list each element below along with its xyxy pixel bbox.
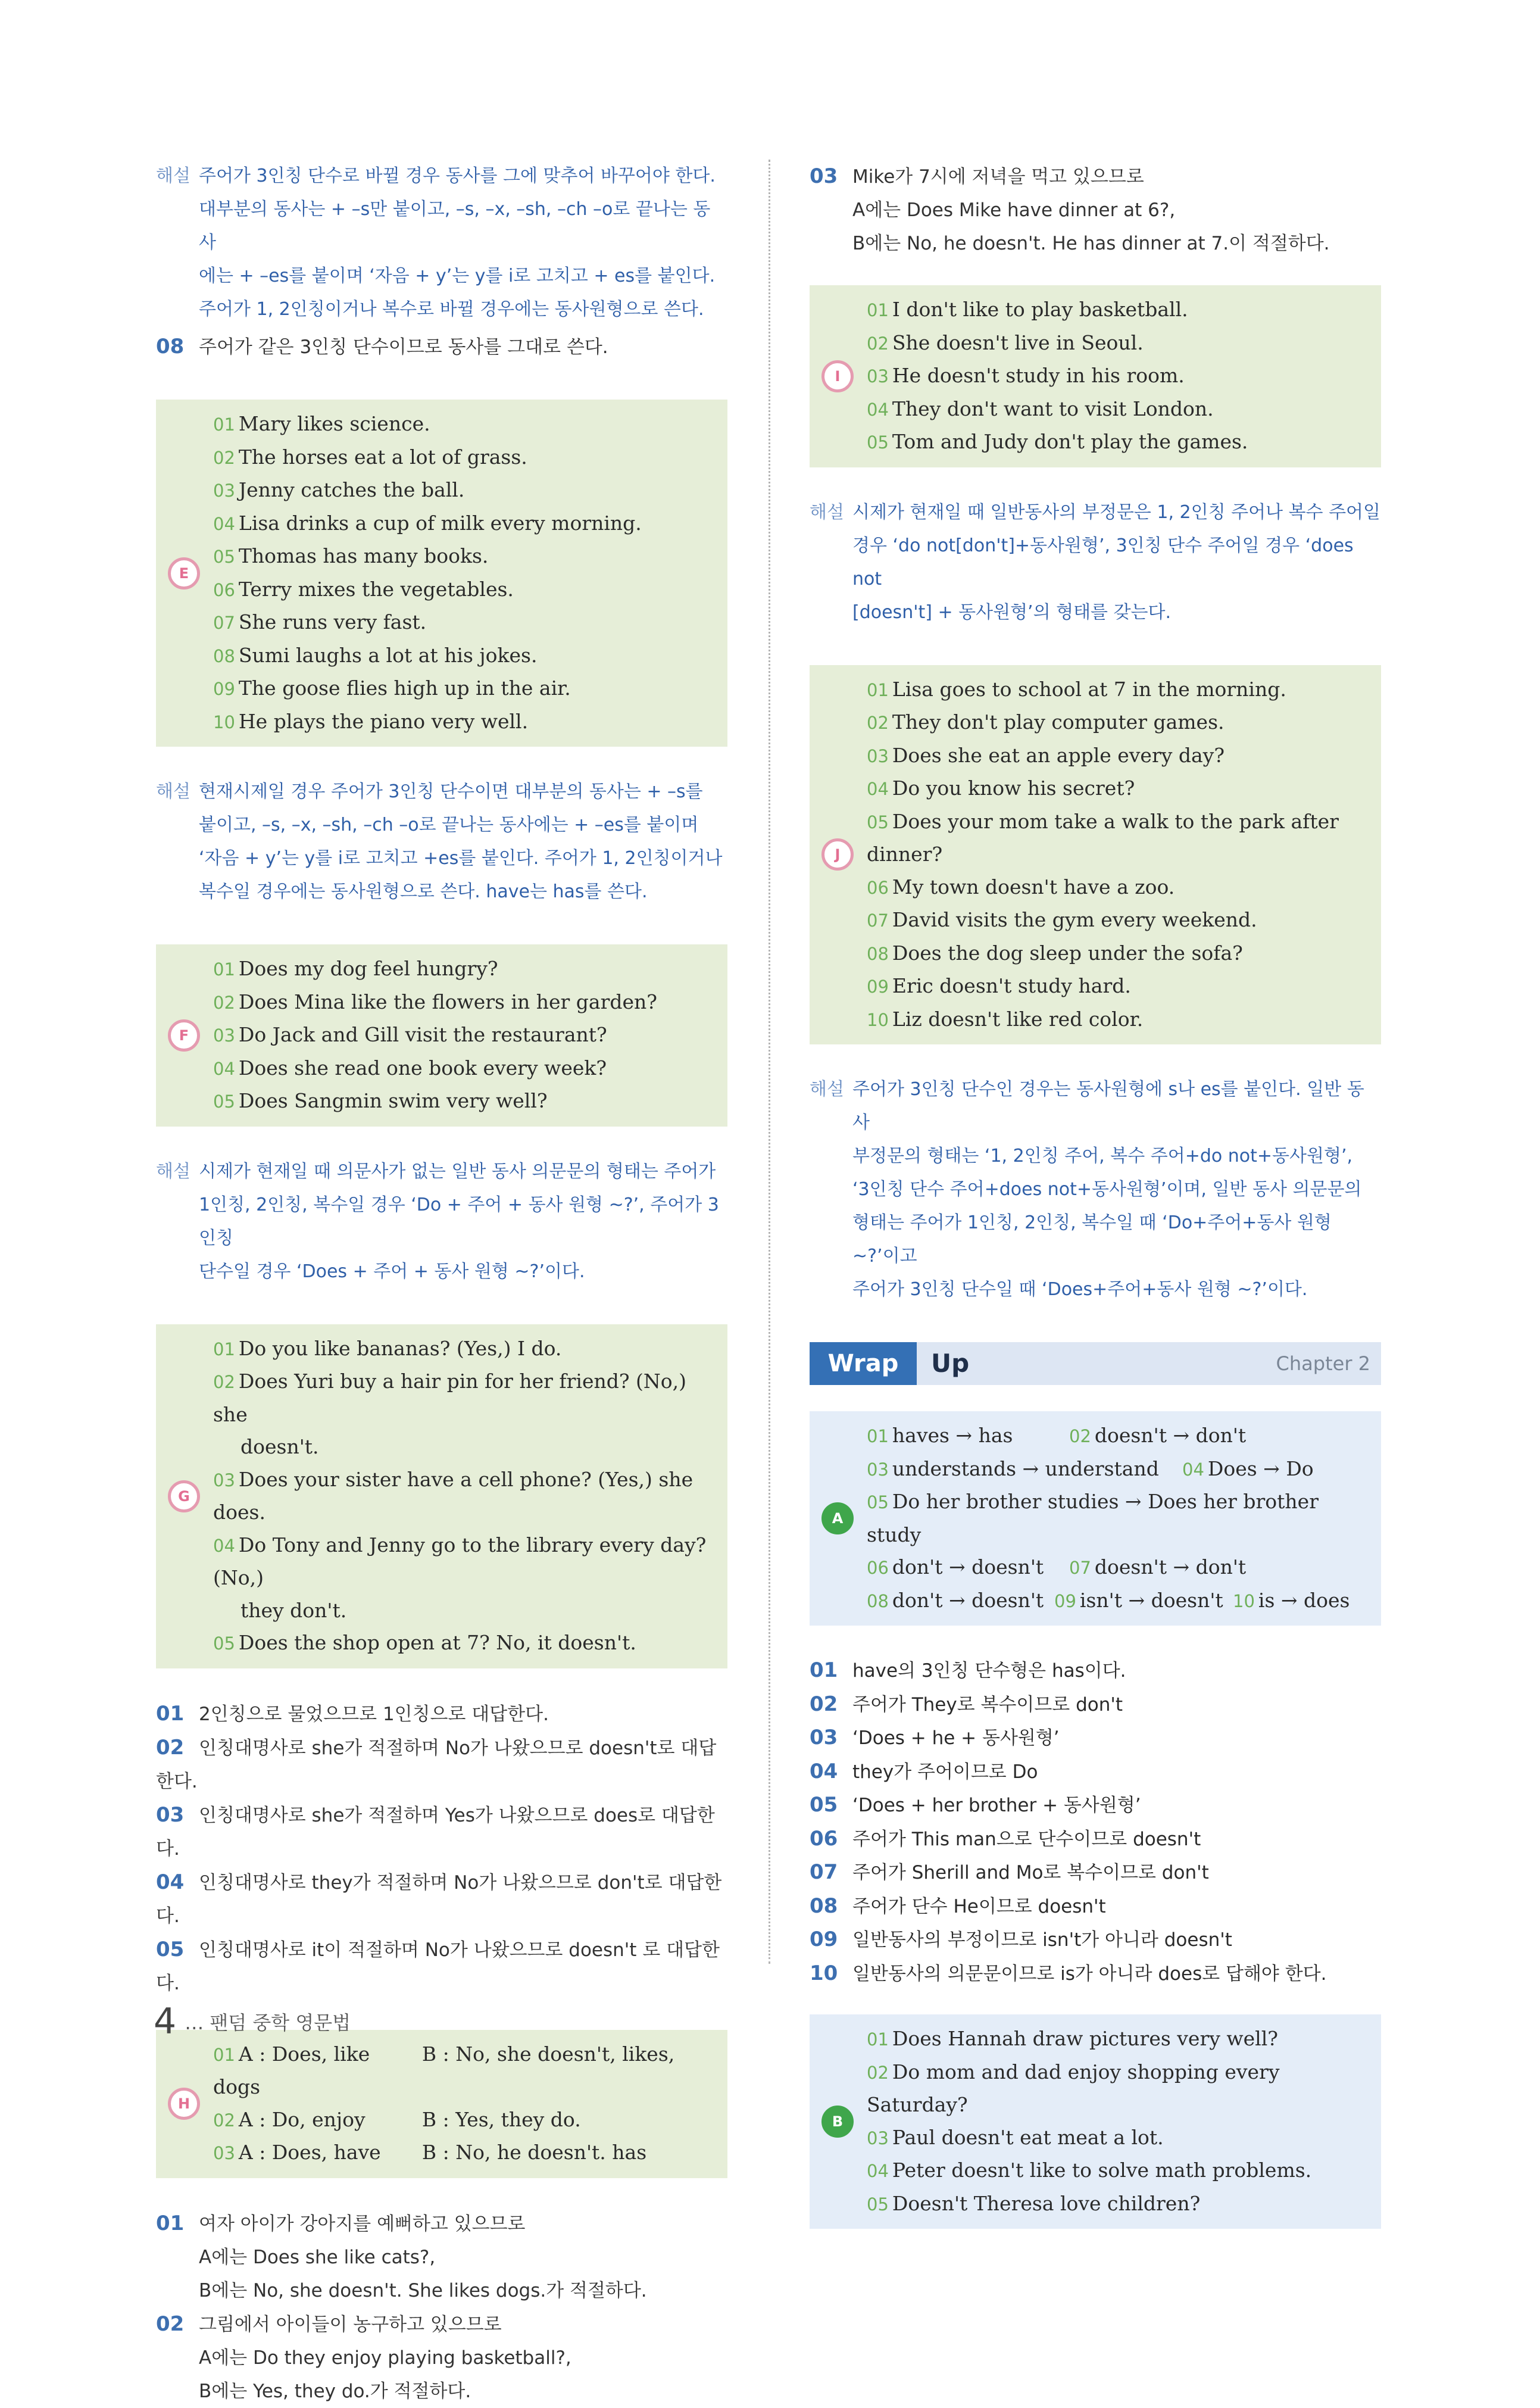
answer-item (867, 970, 1369, 1003)
explanation-line: [doesn't] + 동사원형’의 형태를 갖는다. (852, 601, 1172, 623)
explanation-i (810, 496, 1381, 629)
answer-item (867, 360, 1369, 393)
item-number: 07 (213, 613, 235, 633)
item-number: 07 (1069, 1558, 1091, 1578)
item-text: Paul doesn't eat meat a lot. (892, 2125, 1164, 2149)
answer-item (213, 507, 716, 541)
section-badge-f: F (168, 1019, 200, 1052)
note-number: 01 (156, 2211, 185, 2235)
answer-box-e (156, 400, 727, 747)
answer-item (867, 937, 1369, 971)
explanation-line: 1인칭, 2인칭, 복수일 경우 ‘Do + 주어 + 동사 원형 ~?’, 주어가 3인칭 (199, 1194, 719, 1249)
answer-row (867, 1486, 1369, 1551)
explanation-tag: 해설 (156, 166, 190, 186)
explanation-e (156, 775, 727, 909)
answer-box-i (810, 285, 1381, 467)
solution-note (156, 330, 727, 364)
item-number: 04 (867, 399, 889, 420)
item-continuation: doesn't. (240, 1435, 319, 1458)
explanation-line: 단수일 경우 ‘Does + 주어 + 동사 원형 ~?’이다. (199, 1261, 585, 1282)
explanation-line: 에는 + –es를 붙이며 ‘자음 + y’는 y를 i로 고치고 + es를 붙인다. (199, 266, 716, 286)
answer-item (213, 1365, 716, 1431)
note-number: 04 (156, 1870, 185, 1894)
note-text: ‘Does + her brother + 동사원형’ (852, 1795, 1141, 1816)
item-number: 06 (867, 877, 889, 898)
section-badge-i: I (821, 360, 854, 392)
item-text: Does Sangmin swim very well? (238, 1089, 548, 1112)
note-number: 04 (810, 1759, 838, 1783)
item-number: 10 (867, 1009, 889, 1030)
answer-item (213, 672, 716, 706)
left-column (156, 160, 727, 2408)
item-text: doesn't → don't (1094, 1424, 1247, 1447)
answer-item (213, 986, 716, 1019)
item-text: Do mom and dad enjoy shopping every Saturday? (867, 2060, 1280, 2116)
answer-item (867, 871, 1369, 904)
answer-item (213, 1627, 716, 1660)
note-text: 인칭대명사로 they가 적절하며 No가 나왔으므로 don't로 대답한다. (156, 1871, 722, 1927)
answer-box-j (810, 665, 1381, 1045)
explanation-line: 주어가 3인칭 단수일 때 ‘Does+주어+동사 원형 ~?’이다. (852, 1279, 1308, 1300)
answer-item (213, 1052, 716, 1086)
note-text: ‘Does + he + 동사원형’ (852, 1727, 1060, 1749)
item-number: 09 (1054, 1590, 1076, 1611)
note-text: B에는 No, she doesn't. She likes dogs.가 적절하다. (199, 2279, 647, 2301)
answer-box-g (156, 1324, 727, 1668)
item-text: Do her brother studies → Does her brother study (867, 1490, 1319, 1546)
item-text: Does Mina like the flowers in her garden? (238, 990, 657, 1013)
item-number: 05 (867, 432, 889, 453)
note-text: A에는 Does she like cats?, (199, 2246, 436, 2268)
item-text: Does Hannah draw pictures very well? (892, 2027, 1278, 2050)
note-text: 그림에서 아이들이 농구하고 있으므로 (199, 2313, 502, 2335)
item-number: 02 (213, 2110, 235, 2131)
answer-item (213, 573, 716, 607)
up-label: Up (931, 1349, 970, 1378)
dialog-row (213, 2104, 716, 2137)
item-number: 04 (213, 1058, 235, 1079)
item-number: 06 (867, 1558, 889, 1578)
item-text: Do Tony and Jenny go to the library every day? (No,) (213, 1533, 707, 1589)
column-divider (769, 160, 770, 1964)
note-number: 02 (156, 2312, 185, 2336)
item-number: 03 (213, 2143, 235, 2163)
note-number: 08 (156, 335, 185, 358)
note-number: 10 (810, 1961, 838, 1985)
item-text: understands → understand (892, 1456, 1159, 1480)
item-text: Does my dog feel hungry? (238, 957, 498, 980)
explanation-line: ‘3인칭 단수 주어+does not+동사원형’이며, 일반 동사 의문문의 (852, 1179, 1362, 1200)
explanation-line: ‘자음 + y’는 y를 i로 고치고 +es를 붙인다. 주어가 1, 2인칭이거나 (199, 848, 723, 869)
note-number: 03 (156, 1802, 185, 1827)
section-badge-b: B (821, 2106, 854, 2138)
note-number: 05 (810, 1793, 838, 1817)
item-number: 05 (867, 812, 889, 832)
item-text: Terry mixes the vegetables. (238, 577, 514, 601)
explanation-f (156, 1155, 727, 1289)
answer-item (213, 640, 716, 673)
answer-item (213, 1333, 716, 1366)
item-text: Thomas has many books. (238, 544, 489, 567)
item-number: 10 (1233, 1590, 1255, 1611)
item-text: Does → Do (1207, 1456, 1314, 1480)
note-number: 01 (156, 1701, 185, 1726)
explanation-line: 형태는 주어가 1인칭, 2인칭, 복수일 때 ‘Do+주어+동사 원형 ~?’이고 (852, 1212, 1332, 1267)
note-03 (810, 160, 1381, 260)
item-text: Doesn't Theresa love children? (892, 2191, 1201, 2215)
note-text: 인칭대명사로 it이 적절하며 No가 나왔으므로 doesn't 로 대답한다. (156, 1939, 720, 1994)
item-number: 03 (867, 1459, 889, 1480)
answer-box-a (810, 1411, 1381, 1626)
note-text: B에는 No, he doesn't. He has dinner at 7.이 적절하다. (852, 233, 1330, 254)
item-continuation: they don't. (240, 1598, 347, 1622)
item-number: 08 (213, 645, 235, 666)
item-number: 02 (867, 2062, 889, 2083)
note-text: 주어가 같은 3인칭 단수이므로 동사를 그대로 쓴다. (199, 336, 608, 358)
dialog-a: A : Do, enjoy (238, 2107, 366, 2131)
item-number: 10 (213, 712, 235, 732)
item-text: They don't play computer games. (892, 710, 1224, 734)
explanation-line: 현재시제일 경우 주어가 3인칭 단수이면 대부분의 동사는 + –s를 (199, 781, 703, 802)
answer-item (867, 673, 1369, 707)
item-number: 01 (213, 414, 235, 435)
note-text: 주어가 Sherill and Mo로 복수이므로 don't (852, 1862, 1209, 1883)
item-number: 02 (867, 333, 889, 354)
item-text: Lisa drinks a cup of milk every morning. (238, 511, 642, 535)
item-text: Does she read one book every week? (238, 1056, 607, 1080)
note-text: they가 주어이므로 Do (852, 1761, 1038, 1783)
note-number: 06 (810, 1826, 838, 1851)
item-number: 01 (213, 959, 235, 980)
answer-item (213, 706, 716, 739)
item-text: isn't → doesn't (1079, 1588, 1223, 1612)
note-number: 05 (156, 1937, 185, 1961)
item-number: 03 (867, 2128, 889, 2148)
answer-row (867, 1453, 1369, 1486)
item-text: Jenny catches the ball. (238, 478, 465, 501)
note-number: 03 (810, 164, 838, 188)
explanation-line: 경우 ‘do not[don't]+동사원형’, 3인칭 단수 주어일 경우 ‘does not (852, 535, 1354, 589)
item-text: don't → doesn't (892, 1588, 1044, 1612)
note-text: 여자 아이가 강아지를 예뻐하고 있으므로 (199, 2213, 526, 2235)
answer-item (867, 294, 1369, 327)
answer-item (213, 540, 716, 573)
item-number: 02 (213, 992, 235, 1013)
answer-item (867, 2056, 1369, 2122)
item-number: 04 (867, 2161, 889, 2181)
item-text: She doesn't live in Seoul. (892, 330, 1144, 354)
explanation-line: 부정문의 형태는 ‘1, 2인칭 주어, 복수 주어+do not+동사원형’, (852, 1146, 1353, 1166)
answer-item (867, 327, 1369, 360)
item-number: 03 (213, 481, 235, 501)
item-text: Peter doesn't like to solve math problems. (892, 2159, 1312, 2182)
item-text: Do you know his secret? (892, 776, 1135, 800)
note-text: have의 3인칭 단수형은 has이다. (852, 1660, 1126, 1682)
item-text: don't → doesn't (892, 1555, 1044, 1579)
item-number: 04 (867, 779, 889, 799)
right-column (810, 160, 1381, 2257)
item-number: 05 (213, 547, 235, 567)
item-text: doesn't → don't (1094, 1555, 1247, 1579)
explanation-line: 대부분의 동사는 + –s만 붙이고, –s, –x, –sh, –ch –o로 끝나는 동사 (199, 199, 711, 253)
explanation-line: 시제가 현재일 때 일반동사의 부정문은 1, 2인칭 주어나 복수 주어일 (852, 501, 1381, 523)
note-text: A에는 Do they enjoy playing basketball?, (199, 2347, 571, 2369)
explanation-line: 주어가 3인칭 단수로 바뀔 경우 동사를 그에 맞추어 바꾸어야 한다. (199, 166, 716, 186)
item-number: 08 (867, 943, 889, 964)
answer-item (213, 953, 716, 986)
answer-item (213, 474, 716, 507)
item-text: Does your mom take a walk to the park after dinner? (867, 809, 1339, 866)
note-number: 01 (810, 1658, 838, 1682)
item-text: Eric doesn't study hard. (892, 974, 1131, 997)
answer-box-b (810, 2014, 1381, 2229)
note-text: 주어가 They로 복수이므로 don't (852, 1693, 1123, 1715)
item-text: Does Yuri buy a hair pin for her friend? (No,) she (213, 1370, 687, 1426)
item-number: 01 (867, 679, 889, 700)
chapter-label: Chapter 2 (1276, 1352, 1370, 1375)
explanation-line: 주어가 3인칭 단수인 경우는 동사원형에 s나 es를 붙인다. 일반 동사 (852, 1079, 1364, 1133)
section-badge-a: A (821, 1502, 854, 1534)
answer-item (213, 441, 716, 475)
answer-item (867, 2122, 1369, 2155)
item-text: Do Jack and Gill visit the restaurant? (238, 1023, 607, 1046)
item-number: 09 (213, 679, 235, 699)
notes-g (156, 1697, 727, 2000)
item-number: 04 (1182, 1459, 1204, 1480)
item-text: Lisa goes to school at 7 in the morning. (892, 677, 1286, 701)
note-number: 08 (810, 1894, 838, 1918)
answer-item (867, 904, 1369, 937)
dialog-a: A : Does, have (238, 2141, 381, 2164)
dialog-row (213, 2136, 716, 2170)
note-text: 2인칭으로 물었으므로 1인칭으로 대답한다. (199, 1703, 549, 1725)
section-badge-e: E (168, 557, 200, 589)
answer-item (867, 706, 1369, 740)
explanation-j (810, 1073, 1381, 1306)
item-text: He doesn't study in his room. (892, 364, 1185, 387)
note-text: Mike가 7시에 저녁을 먹고 있으므로 (852, 166, 1144, 188)
item-number: 01 (213, 2044, 235, 2065)
answer-item (213, 1019, 716, 1052)
answer-row (867, 1584, 1369, 1618)
explanation-tag: 해설 (810, 1079, 844, 1100)
answer-item (867, 1003, 1369, 1037)
note-text: 인칭대명사로 she가 적절하며 No가 나왔으므로 doesn't로 대답한다. (156, 1737, 717, 1792)
item-text: She runs very fast. (238, 610, 427, 634)
item-number: 05 (867, 1492, 889, 1512)
item-number: 01 (867, 1426, 889, 1446)
answer-item (867, 2023, 1369, 2056)
item-text: haves → has (892, 1424, 1013, 1447)
item-text: Does the shop open at 7? No, it doesn't. (238, 1631, 636, 1654)
answer-item (213, 1085, 716, 1118)
section-badge-h: H (168, 2088, 200, 2120)
item-text: Does she eat an apple every day? (892, 743, 1225, 767)
note-text: A에는 Does Mike have dinner at 6?, (852, 199, 1176, 221)
item-text: Tom and Judy don't play the games. (892, 430, 1248, 453)
note-number: 02 (156, 1735, 185, 1760)
note-text: 주어가 단수 He이므로 doesn't (852, 1895, 1106, 1917)
item-text: Liz doesn't like red color. (892, 1007, 1144, 1031)
item-text: is → does (1258, 1588, 1350, 1612)
item-number: 04 (213, 513, 235, 534)
item-number: 03 (213, 1470, 235, 1490)
item-number: 07 (867, 910, 889, 931)
item-number: 04 (213, 1535, 235, 1556)
item-text: Mary likes science. (238, 412, 430, 435)
explanation-tag: 해설 (810, 501, 844, 523)
note-text: 일반동사의 의문문이므로 is가 아니라 does로 답해야 한다. (852, 1963, 1327, 1985)
answer-item (867, 2154, 1369, 2188)
item-text: Does the dog sleep under the sofa? (892, 941, 1243, 965)
item-number: 05 (867, 2194, 889, 2214)
answer-box-f (156, 944, 727, 1127)
dialog-b: B : No, she doesn't, likes, dogs (213, 2042, 675, 2098)
item-number: 03 (213, 1025, 235, 1046)
item-number: 01 (867, 300, 889, 320)
note-number: 03 (810, 1726, 838, 1749)
item-number: 06 (213, 579, 235, 600)
explanation-line: 시제가 현재일 때 의문사가 없는 일반 동사 의문문의 형태는 주어가 (199, 1161, 716, 1182)
answer-item (867, 393, 1369, 426)
item-text: They don't want to visit London. (892, 397, 1214, 420)
item-number: 01 (867, 2029, 889, 2050)
answer-item (213, 606, 716, 640)
item-number: 05 (213, 1633, 235, 1654)
wrap-up-header (810, 1342, 1381, 1385)
item-number: 09 (867, 977, 889, 997)
answer-row (867, 1551, 1369, 1584)
answer-item (867, 806, 1369, 871)
item-text: The goose flies high up in the air. (238, 676, 571, 700)
dialog-b: B : No, he doesn't. has (421, 2141, 647, 2164)
item-number: 03 (867, 746, 889, 766)
answer-item (867, 740, 1369, 773)
answer-row (867, 1420, 1369, 1453)
item-text: Does your sister have a cell phone? (Yes,) she does. (213, 1467, 694, 1524)
answer-item (867, 2188, 1369, 2221)
note-text: B에는 Yes, they do.가 적절하다. (199, 2380, 471, 2402)
item-text: I don't like to play basketball. (892, 298, 1188, 321)
answer-item (867, 426, 1369, 459)
item-number: 02 (213, 1372, 235, 1392)
page-number: 4 (154, 2001, 177, 2042)
note-number: 09 (810, 1927, 838, 1951)
note-number: 07 (810, 1860, 838, 1884)
item-number: 03 (867, 366, 889, 386)
item-number: 02 (1069, 1426, 1091, 1446)
note-number: 02 (810, 1692, 838, 1716)
dialog-row (213, 2038, 716, 2104)
explanation-line: 복수일 경우에는 동사원형으로 쓴다. have는 has를 쓴다. (199, 881, 648, 902)
page-footer (154, 2001, 351, 2042)
answer-item (213, 408, 716, 441)
item-number: 02 (867, 713, 889, 733)
item-text: David visits the gym every weekend. (892, 908, 1257, 931)
item-text: He plays the piano very well. (238, 709, 529, 733)
dialog-a: A : Does, like (238, 2042, 370, 2066)
notes-h (156, 2207, 727, 2408)
item-text: Do you like bananas? (Yes,) I do. (238, 1336, 562, 1360)
wrap-label: Wrap (810, 1342, 917, 1385)
explanation-tag: 해설 (156, 781, 190, 802)
answer-item (213, 1464, 716, 1529)
explanation-line: 붙이고, –s, –x, –sh, –ch –o로 끝나는 동사에는 + –es를 붙이며 (199, 815, 699, 835)
item-number: 01 (213, 1339, 235, 1359)
note-text: 주어가 This man으로 단수이므로 doesn't (852, 1828, 1201, 1850)
explanation-tag: 해설 (156, 1161, 190, 1182)
note-text: 일반동사의 부정이므로 isn't가 아니라 doesn't (852, 1929, 1232, 1951)
note-text: 인칭대명사로 she가 적절하며 Yes가 나왔으므로 does로 대답한다. (156, 1804, 715, 1860)
explanation-top (156, 160, 727, 326)
item-text: The horses eat a lot of grass. (238, 445, 527, 469)
explanation-line: 주어가 1, 2인칭이거나 복수로 바뀔 경우에는 동사원형으로 쓴다. (199, 299, 704, 320)
item-number: 02 (213, 447, 235, 468)
section-badge-g: G (168, 1480, 200, 1512)
answer-item (867, 772, 1369, 806)
item-number: 05 (213, 1091, 235, 1112)
item-text: Sumi laughs a lot at his jokes. (238, 643, 538, 667)
dialog-b: B : Yes, they do. (421, 2107, 581, 2131)
answer-box-h (156, 2030, 727, 2178)
item-text: My town doesn't have a zoo. (892, 875, 1175, 899)
book-title: … 팬덤 중학 영문법 (185, 2011, 351, 2034)
section-badge-j: J (821, 838, 854, 871)
answer-item (213, 1529, 716, 1595)
item-number: 08 (867, 1590, 889, 1611)
notes-a (810, 1654, 1381, 1991)
